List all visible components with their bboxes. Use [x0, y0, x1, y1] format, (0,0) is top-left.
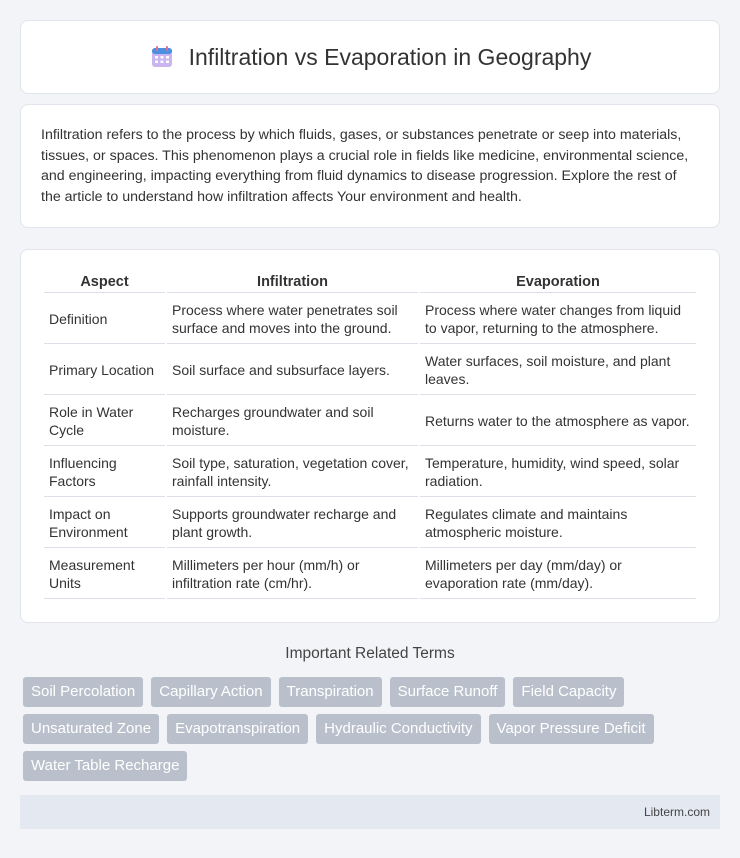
- tag-soil-percolation[interactable]: Soil Percolation: [23, 677, 143, 707]
- tag-surface-runoff[interactable]: Surface Runoff: [390, 677, 506, 707]
- table-row: [44, 346, 696, 395]
- tag-field-capacity[interactable]: Field Capacity: [513, 677, 624, 707]
- intro-text: Infiltration refers to the process by which fluids, gases, or substances penetrate or seep into materials, tissues, or spaces. This phenomenon plays a crucial role in fields like medicine, environmental science, and engineering, impacting everything from fluid dynamics to disease progression. Explore the rest of the article to understand how infiltration affects Your environment and health.: [41, 127, 689, 205]
- cell-evaporation: Temperature, humidity, wind speed, solar radiation.: [420, 448, 696, 497]
- header-evaporation: Evaporation: [420, 270, 696, 293]
- table-header-row: [44, 270, 696, 293]
- tag-vapor-pressure-deficit[interactable]: Vapor Pressure Deficit: [489, 714, 654, 744]
- tag-capillary-action[interactable]: Capillary Action: [151, 677, 270, 707]
- table-row: [44, 499, 696, 548]
- related-terms-section: [20, 645, 720, 781]
- header-infiltration: Infiltration: [167, 270, 418, 293]
- related-terms-list: [20, 677, 720, 781]
- footer-brand-link[interactable]: Libterm.com: [643, 805, 710, 819]
- calendar-icon: [149, 44, 175, 70]
- tag-water-table-recharge[interactable]: Water Table Recharge: [23, 751, 187, 781]
- tag-evapotranspiration[interactable]: Evapotranspiration: [167, 714, 308, 744]
- cell-aspect: Measurement Units: [44, 550, 165, 599]
- page-footer: [20, 795, 720, 829]
- header-aspect: Aspect: [44, 270, 165, 293]
- comparison-card: [20, 249, 720, 623]
- page-header: [20, 20, 720, 94]
- table-row: [44, 550, 696, 599]
- cell-aspect: Primary Location: [44, 346, 165, 395]
- cell-infiltration: Process where water penetrates soil surface and moves into the ground.: [167, 295, 418, 344]
- cell-aspect: Impact on Environment: [44, 499, 165, 548]
- cell-evaporation: Process where water changes from liquid to vapor, returning to the atmosphere.: [420, 295, 696, 344]
- table-row: [44, 397, 696, 446]
- comparison-table: [42, 268, 698, 601]
- cell-evaporation: Returns water to the atmosphere as vapor.: [420, 397, 696, 446]
- cell-infiltration: Soil type, saturation, vegetation cover, rainfall intensity.: [167, 448, 418, 497]
- table-row: [44, 295, 696, 344]
- cell-infiltration: Soil surface and subsurface layers.: [167, 346, 418, 395]
- cell-aspect: Role in Water Cycle: [44, 397, 165, 446]
- cell-infiltration: Supports groundwater recharge and plant growth.: [167, 499, 418, 548]
- cell-aspect: Definition: [44, 295, 165, 344]
- intro-card: [20, 104, 720, 228]
- cell-infiltration: Recharges groundwater and soil moisture.: [167, 397, 418, 446]
- cell-evaporation: Water surfaces, soil moisture, and plant leaves.: [420, 346, 696, 395]
- page-title: Infiltration vs Evaporation in Geography: [188, 43, 592, 70]
- cell-evaporation: Millimeters per day (mm/day) or evaporation rate (mm/day).: [420, 550, 696, 599]
- table-row: [44, 448, 696, 497]
- cell-aspect: Influencing Factors: [44, 448, 165, 497]
- cell-infiltration: Millimeters per hour (mm/h) or infiltration rate (cm/hr).: [167, 550, 418, 599]
- tag-unsaturated-zone[interactable]: Unsaturated Zone: [23, 714, 159, 744]
- tag-hydraulic-conductivity[interactable]: Hydraulic Conductivity: [316, 714, 480, 744]
- cell-evaporation: Regulates climate and maintains atmospheric moisture.: [420, 499, 696, 548]
- related-terms-title: Important Related Terms: [285, 645, 455, 662]
- tag-transpiration[interactable]: Transpiration: [279, 677, 382, 707]
